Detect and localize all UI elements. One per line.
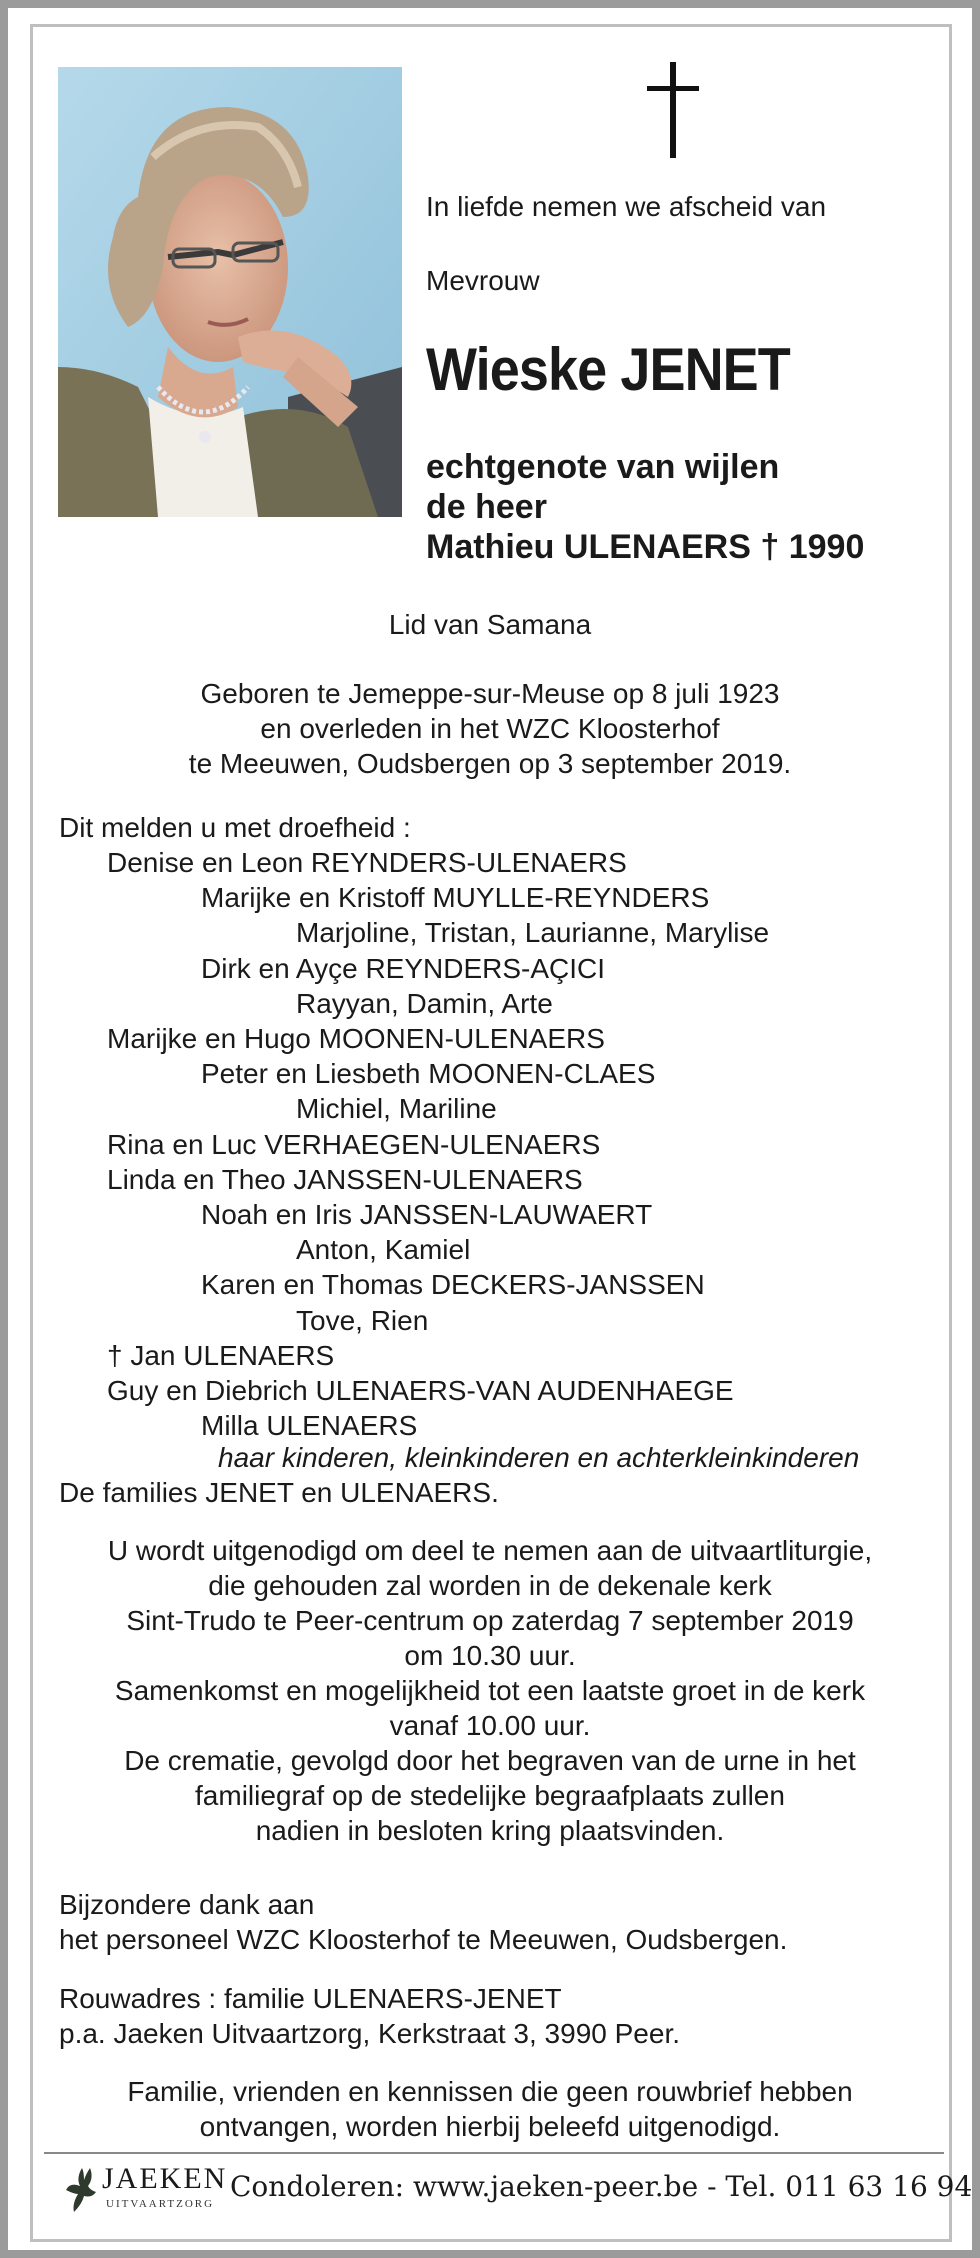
address-line: p.a. Jaeken Uitvaartzorg, Kerkstraat 3, 3990 Peer.: [59, 2018, 681, 2049]
announcement-intro: Dit melden u met droefheid :: [59, 812, 411, 843]
family-member-line: Karen en Thomas DECKERS-JANSSEN: [201, 1269, 705, 1301]
invitation-line: Sint-Trudo te Peer-centrum op zaterdag 7 september 2019: [126, 1605, 854, 1636]
thanks-line: Bijzondere dank aan: [59, 1889, 315, 1920]
portrait-photo: [58, 67, 402, 517]
invitation-line: die gehouden zal worden in de dekenale kerk: [208, 1570, 772, 1601]
title-prefix: Mevrouw: [426, 265, 540, 296]
thanks-block: [59, 1887, 787, 1957]
family-member-line: Marijke en Kristoff MUYLLE-REYNDERS: [201, 882, 710, 914]
family-member-line: Peter en Liesbeth MOONEN-CLAES: [201, 1058, 656, 1090]
final-note: [40, 2074, 940, 2144]
family-member-line: Guy en Diebrich ULENAERS-VAN AUDENHAEGE: [107, 1375, 734, 1406]
family-member-line: Milla ULENAERS: [201, 1410, 418, 1442]
family-member-line: Rina en Luc VERHAEGEN-ULENAERS: [107, 1128, 601, 1160]
spouse-line: Mathieu ULENAERS † 1990: [426, 528, 865, 566]
invitation-line: vanaf 10.00 uur.: [389, 1710, 591, 1741]
family-member-line: Noah en Iris JANSSEN-LAUWAERT: [201, 1199, 653, 1230]
thanks-line: het personeel WZC Kloosterhof te Meeuwen, Oudsbergen.: [59, 1924, 788, 1955]
membership: Lid van Samana: [388, 609, 592, 640]
birth-death-info: [40, 676, 940, 781]
spouse-line: echtgenote van wijlen: [426, 448, 780, 486]
mourning-address: [59, 1981, 680, 2051]
family-member-line: Rayyan, Damin, Arte: [296, 987, 553, 1019]
family-member-line: Dirk en Ayçe REYNDERS-AÇICI: [201, 952, 606, 984]
invitation-line: U wordt uitgenodigd om deel te nemen aan de uitvaartliturgie,: [107, 1535, 873, 1566]
info-line: te Meeuwen, Oudsbergen op 3 september 2019.: [188, 748, 792, 779]
family-member-line: Anton, Kamiel: [296, 1234, 471, 1266]
invitation-line: De crematie, gevolgd door het begraven van de urne in het: [124, 1745, 856, 1776]
intro-text: In liefde nemen we afscheid van: [426, 191, 827, 222]
spouse-line: de heer: [426, 488, 547, 526]
spouse-block: [426, 447, 864, 567]
deceased-name: Wieske JENET: [426, 336, 790, 403]
invitation-line: nadien in besloten kring plaatsvinden.: [255, 1815, 725, 1846]
info-line: en overleden in het WZC Kloosterhof: [260, 713, 720, 744]
info-line: Geboren te Jemeppe-sur-Meuse op 8 juli 1923: [200, 678, 780, 709]
funeral-home-logo: [60, 2160, 230, 2218]
families-line: De families JENET en ULENAERS.: [59, 1477, 499, 1508]
address-line: Rouwadres : familie ULENAERS-JENET: [59, 1983, 562, 2014]
dove-icon: [62, 2164, 102, 2216]
logo-name: JAEKEN: [102, 2162, 228, 2195]
family-member-line: † Jan ULENAERS: [107, 1339, 335, 1371]
final-line: Familie, vrienden en kennissen die geen rouwbrief hebben: [127, 2076, 853, 2107]
family-member-line: Marjoline, Tristan, Laurianne, Marylise: [296, 917, 770, 949]
invitation-line: Samenkomst en mogelijkheid tot een laatste groet in de kerk: [114, 1675, 866, 1706]
family-summary: haar kinderen, kleinkinderen en achterkleinkinderen: [218, 1442, 860, 1473]
cross-icon: [645, 60, 701, 165]
invitation-line: om 10.30 uur.: [404, 1640, 576, 1671]
invitation-line: familiegraf op de stedelijke begraafplaats zullen: [195, 1780, 785, 1811]
footer-divider: [44, 2152, 944, 2154]
family-member-line: Michiel, Mariline: [296, 1093, 497, 1125]
logo-subtitle: UITVAARTZORG: [106, 2198, 215, 2210]
invitation-block: [40, 1533, 940, 1848]
final-line: ontvangen, worden hierbij beleefd uitgenodigd.: [199, 2111, 781, 2142]
condolence-contact[interactable]: Condoleren: www.jaeken-peer.be - Tel. 011 63 16 94: [230, 2170, 973, 2203]
family-member-line: Marijke en Hugo MOONEN-ULENAERS: [107, 1023, 605, 1054]
family-member-line: Linda en Theo JANSSEN-ULENAERS: [107, 1163, 583, 1195]
family-member-line: Denise en Leon REYNDERS-ULENAERS: [107, 847, 627, 878]
family-member-line: Tove, Rien: [296, 1304, 429, 1336]
